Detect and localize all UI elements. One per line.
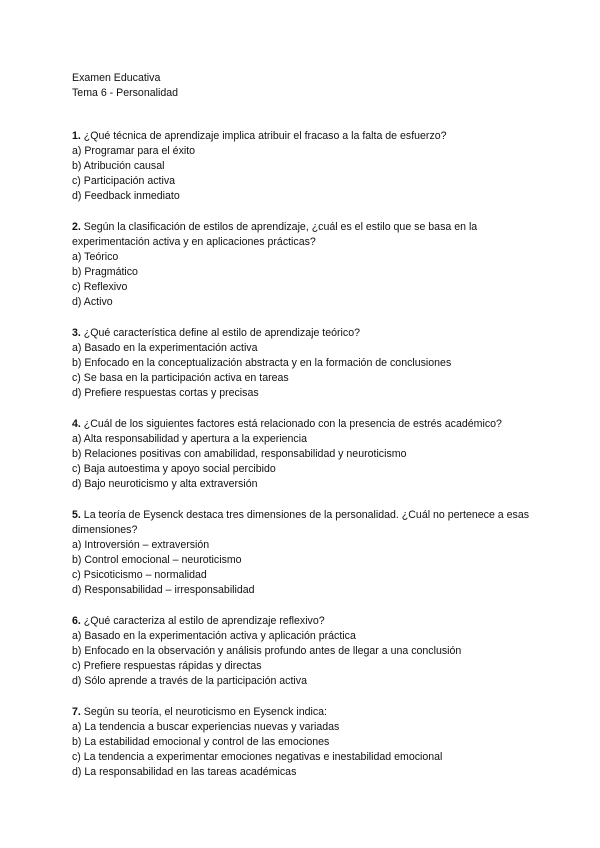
question-stem [72, 508, 542, 538]
answer-option: a) Basado en la experimentación activa y aplicación práctica [72, 630, 356, 642]
answer-options [72, 538, 542, 598]
answer-option: b) Control emocional – neuroticismo [72, 554, 242, 566]
question-3 [72, 326, 542, 401]
answer-option: d) Bajo neuroticismo y alta extraversión [72, 478, 258, 490]
question-stem [72, 129, 542, 144]
answer-option: c) Baja autoestima y apoyo social percibido [72, 463, 276, 475]
question-number: 1. [72, 130, 81, 142]
answer-option: a) Teórico [72, 251, 119, 263]
answer-option: c) Participación activa [72, 175, 176, 187]
answer-option: c) Psicoticismo – normalidad [72, 569, 207, 581]
exam-subtitle: Tema 6 - Personalidad [72, 87, 178, 99]
question-text: Según su teoría, el neuroticismo en Eysenck indica: [83, 706, 327, 718]
answer-option: a) Introversión – extraversión [72, 539, 210, 551]
question-stem [72, 614, 542, 629]
question-stem [72, 417, 542, 432]
answer-option: b) Enfocado en la observación y análisis profundo antes de llegar a una conclusión [72, 645, 462, 657]
answer-option: d) Feedback inmediato [72, 190, 180, 202]
answer-option: d) Responsabilidad – irresponsabilidad [72, 584, 255, 596]
question-number: 4. [72, 418, 81, 430]
answer-option: c) Prefiere respuestas rápidas y directas [72, 660, 262, 672]
answer-option: c) Reflexivo [72, 281, 128, 293]
question-4 [72, 417, 542, 492]
exam-header [72, 71, 542, 101]
answer-option: b) Pragmático [72, 266, 138, 278]
question-text: ¿Cuál de los siguientes factores está relacionado con la presencia de estrés académico? [83, 418, 502, 430]
answer-option: b) Relaciones positivas con amabilidad, responsabilidad y neuroticismo [72, 448, 407, 460]
exam-title: Examen Educativa [72, 72, 161, 84]
answer-option: c) La tendencia a experimentar emociones negativas e inestabilidad emocional [72, 751, 443, 763]
answer-options [72, 250, 542, 310]
question-6 [72, 614, 542, 689]
question-number: 5. [72, 509, 81, 521]
exam-page [72, 71, 542, 796]
question-stem [72, 220, 542, 250]
question-5 [72, 508, 542, 598]
answer-option: a) Basado en la experimentación activa [72, 342, 258, 354]
question-stem [72, 326, 542, 341]
question-stem [72, 705, 542, 720]
question-list [72, 129, 542, 780]
answer-options [72, 432, 542, 492]
question-text: La teoría de Eysenck destaca tres dimensiones de la personalidad. ¿Cuál no pertenece a esas dimensiones? [72, 509, 530, 536]
question-number: 7. [72, 706, 81, 718]
answer-option: d) Activo [72, 296, 113, 308]
answer-option: b) Enfocado en la conceptualización abstracta y en la formación de conclusiones [72, 357, 452, 369]
question-text: Según la clasificación de estilos de aprendizaje, ¿cuál es el estilo que se basa en la experimentación activa y en aplicaciones prácticas? [72, 221, 478, 248]
question-text: ¿Qué técnica de aprendizaje implica atribuir el fracaso a la falta de esfuerzo? [83, 130, 447, 142]
answer-option: b) La estabilidad emocional y control de las emociones [72, 736, 330, 748]
answer-option: a) Alta responsabilidad y apertura a la experiencia [72, 433, 307, 445]
answer-options [72, 720, 542, 780]
answer-option: c) Se basa en la participación activa en tareas [72, 372, 289, 384]
question-number: 2. [72, 221, 81, 233]
question-1 [72, 129, 542, 204]
answer-option: b) Atribución causal [72, 160, 165, 172]
answer-options [72, 144, 542, 204]
question-number: 6. [72, 615, 81, 627]
question-2 [72, 220, 542, 310]
answer-option: a) La tendencia a buscar experiencias nuevas y variadas [72, 721, 340, 733]
answer-options [72, 629, 542, 689]
question-7 [72, 705, 542, 780]
answer-options [72, 341, 542, 401]
answer-option: d) La responsabilidad en las tareas académicas [72, 766, 297, 778]
question-text: ¿Qué caracteriza al estilo de aprendizaje reflexivo? [83, 615, 325, 627]
question-text: ¿Qué característica define al estilo de aprendizaje teórico? [83, 327, 360, 339]
answer-option: d) Sólo aprende a través de la participación activa [72, 675, 307, 687]
answer-option: d) Prefiere respuestas cortas y precisas [72, 387, 259, 399]
answer-option: a) Programar para el éxito [72, 145, 196, 157]
question-number: 3. [72, 327, 81, 339]
